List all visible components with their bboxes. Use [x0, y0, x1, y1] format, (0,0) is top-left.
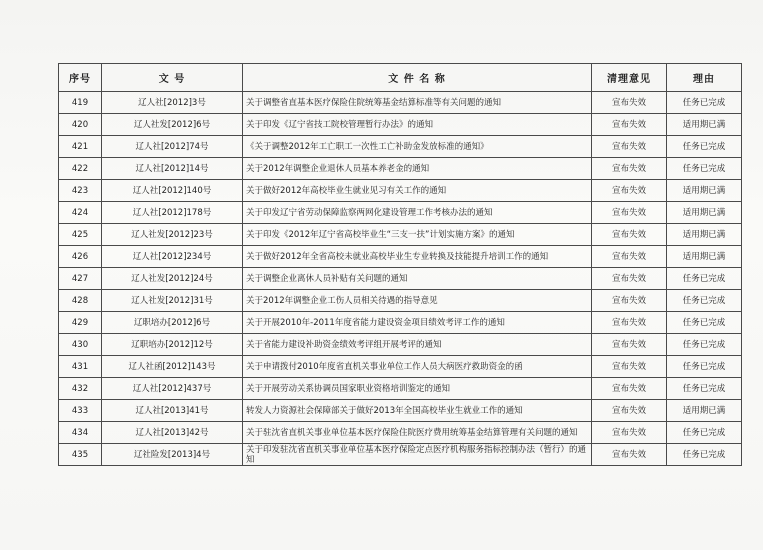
row-document-name: 《关于调整2012年工亡职工一次性工亡补助金发放标准的通知》	[243, 136, 592, 158]
table-row	[59, 378, 742, 400]
row-number: 423	[59, 180, 102, 202]
row-number: 427	[59, 268, 102, 290]
row-opinion: 宣布失效	[592, 92, 667, 114]
header-opinion: 清理意见	[592, 64, 667, 92]
row-doc-number: 辽社险发[2013]4号	[102, 444, 243, 466]
row-document-name: 关于调整省直基本医疗保险住院统筹基金结算标准等有关问题的通知	[243, 92, 592, 114]
row-document-name: 关于做好2012年高校毕业生就业见习有关工作的通知	[243, 180, 592, 202]
row-reason: 适用期已满	[667, 114, 742, 136]
row-doc-number: 辽人社[2012]3号	[102, 92, 243, 114]
table-row	[59, 224, 742, 246]
row-reason: 适用期已满	[667, 246, 742, 268]
table-body	[59, 92, 742, 466]
row-document-name: 关于驻沈省直机关事业单位基本医疗保险住院医疗费用统筹基金结算管理有关问题的通知	[243, 422, 592, 444]
row-opinion: 宣布失效	[592, 290, 667, 312]
table-row	[59, 422, 742, 444]
row-doc-number: 辽职培办[2012]6号	[102, 312, 243, 334]
row-document-name: 关于开展劳动关系协调员国家职业资格培训鉴定的通知	[243, 378, 592, 400]
row-reason: 任务已完成	[667, 334, 742, 356]
row-reason: 任务已完成	[667, 268, 742, 290]
row-number: 432	[59, 378, 102, 400]
row-number: 431	[59, 356, 102, 378]
row-doc-number: 辽人社发[2012]24号	[102, 268, 243, 290]
row-doc-number: 辽人社[2013]41号	[102, 400, 243, 422]
header-doc-number: 文 号	[102, 64, 243, 92]
row-reason: 适用期已满	[667, 202, 742, 224]
table-header-row	[59, 64, 742, 92]
header-document-name: 文 件 名 称	[243, 64, 592, 92]
row-document-name: 关于省能力建设补助资金绩效考评组开展考评的通知	[243, 334, 592, 356]
table-row	[59, 136, 742, 158]
row-reason: 任务已完成	[667, 356, 742, 378]
row-opinion: 宣布失效	[592, 180, 667, 202]
row-doc-number: 辽人社[2012]178号	[102, 202, 243, 224]
row-number: 428	[59, 290, 102, 312]
row-number: 435	[59, 444, 102, 466]
row-document-name: 转发人力资源社会保障部关于做好2013年全国高校毕业生就业工作的通知	[243, 400, 592, 422]
row-doc-number: 辽人社发[2012]23号	[102, 224, 243, 246]
row-opinion: 宣布失效	[592, 268, 667, 290]
row-doc-number: 辽职培办[2012]12号	[102, 334, 243, 356]
row-opinion: 宣布失效	[592, 158, 667, 180]
table-row	[59, 180, 742, 202]
table-row	[59, 202, 742, 224]
row-number: 420	[59, 114, 102, 136]
row-number: 422	[59, 158, 102, 180]
row-reason: 适用期已满	[667, 180, 742, 202]
document-table	[58, 63, 742, 466]
row-document-name: 关于开展2010年-2011年度省能力建设资金项目绩效考评工作的通知	[243, 312, 592, 334]
row-reason: 任务已完成	[667, 158, 742, 180]
row-opinion: 宣布失效	[592, 444, 667, 466]
row-document-name: 关于2012年调整企业退休人员基本养老金的通知	[243, 158, 592, 180]
row-document-name: 关于调整企业离休人员补贴有关问题的通知	[243, 268, 592, 290]
row-doc-number: 辽人社[2012]74号	[102, 136, 243, 158]
row-opinion: 宣布失效	[592, 246, 667, 268]
row-opinion: 宣布失效	[592, 114, 667, 136]
row-document-name: 关于2012年调整企业工伤人员相关待遇的指导意见	[243, 290, 592, 312]
table-row	[59, 444, 742, 466]
row-opinion: 宣布失效	[592, 400, 667, 422]
row-reason: 任务已完成	[667, 422, 742, 444]
table-row	[59, 290, 742, 312]
row-opinion: 宣布失效	[592, 202, 667, 224]
row-doc-number: 辽人社[2012]234号	[102, 246, 243, 268]
table-row	[59, 268, 742, 290]
row-opinion: 宣布失效	[592, 378, 667, 400]
row-doc-number: 辽人社函[2012]143号	[102, 356, 243, 378]
row-reason: 任务已完成	[667, 136, 742, 158]
row-number: 426	[59, 246, 102, 268]
row-number: 419	[59, 92, 102, 114]
header-no: 序号	[59, 64, 102, 92]
header-reason: 理由	[667, 64, 742, 92]
row-number: 424	[59, 202, 102, 224]
table-row	[59, 356, 742, 378]
row-reason: 任务已完成	[667, 92, 742, 114]
row-opinion: 宣布失效	[592, 224, 667, 246]
table-row	[59, 92, 742, 114]
row-document-name: 关于做好2012年全省高校未就业高校毕业生专业转换及技能提升培训工作的通知	[243, 246, 592, 268]
row-number: 433	[59, 400, 102, 422]
table-row	[59, 114, 742, 136]
table-row	[59, 158, 742, 180]
row-document-name: 关于印发《2012年辽宁省高校毕业生“三支一扶”计划实施方案》的通知	[243, 224, 592, 246]
row-document-name: 关于申请拨付2010年度省直机关事业单位工作人员大病医疗救助资金的函	[243, 356, 592, 378]
row-number: 429	[59, 312, 102, 334]
row-doc-number: 辽人社发[2012]6号	[102, 114, 243, 136]
row-reason: 任务已完成	[667, 444, 742, 466]
row-reason: 任务已完成	[667, 290, 742, 312]
row-doc-number: 辽人社[2012]140号	[102, 180, 243, 202]
table-row	[59, 246, 742, 268]
row-opinion: 宣布失效	[592, 422, 667, 444]
row-reason: 适用期已满	[667, 400, 742, 422]
row-number: 425	[59, 224, 102, 246]
row-document-name: 关于印发《辽宁省技工院校管理暂行办法》的通知	[243, 114, 592, 136]
row-number: 434	[59, 422, 102, 444]
table-row	[59, 312, 742, 334]
row-document-name: 关于印发驻沈省直机关事业单位基本医疗保险定点医疗机构服务指标控制办法（暂行）的通知	[243, 444, 592, 466]
row-doc-number: 辽人社发[2012]31号	[102, 290, 243, 312]
row-reason: 任务已完成	[667, 312, 742, 334]
table-row	[59, 400, 742, 422]
row-opinion: 宣布失效	[592, 312, 667, 334]
row-number: 430	[59, 334, 102, 356]
row-number: 421	[59, 136, 102, 158]
row-reason: 适用期已满	[667, 224, 742, 246]
row-doc-number: 辽人社[2012]14号	[102, 158, 243, 180]
row-doc-number: 辽人社[2013]42号	[102, 422, 243, 444]
row-opinion: 宣布失效	[592, 356, 667, 378]
row-document-name: 关于印发辽宁省劳动保障监察两网化建设管理工作考核办法的通知	[243, 202, 592, 224]
row-doc-number: 辽人社[2012]437号	[102, 378, 243, 400]
row-opinion: 宣布失效	[592, 334, 667, 356]
row-opinion: 宣布失效	[592, 136, 667, 158]
table-row	[59, 334, 742, 356]
row-reason: 任务已完成	[667, 378, 742, 400]
